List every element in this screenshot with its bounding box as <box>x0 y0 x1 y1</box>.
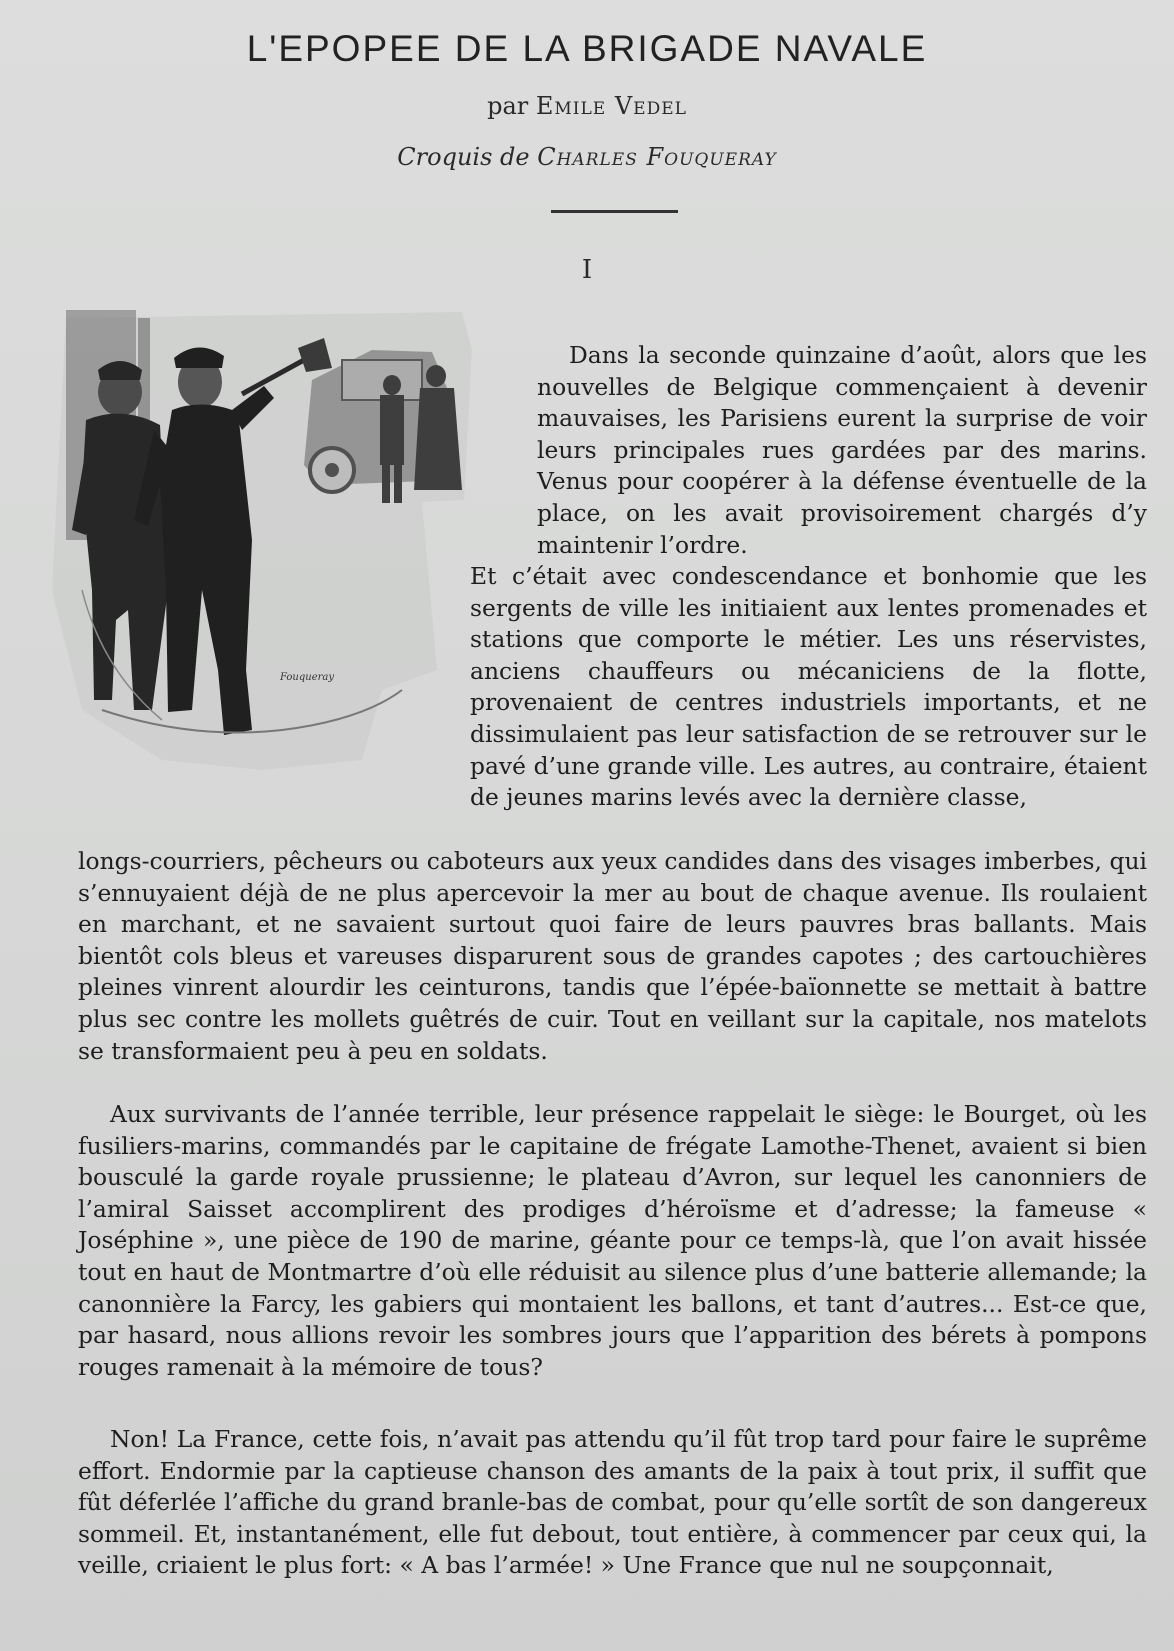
paragraph-1-middle: Et c’était avec condescendance et bonhomie que les sergents de ville les initiaient aux lentes promenades et stations que comporte le métier. Les uns réservistes, anciens chauffeurs ou mécaniciens de la flotte, provenaient de centres industriels importants, et ne dissimulaient pas leur satisfaction de se retrouver sur le pavé d’une grande ville. Les autres, au contraire, étaient de jeunes marins levés avec la dernière classe, <box>470 562 1147 812</box>
author-name: Emile Vedel <box>535 92 687 120</box>
sailors-bugler-sketch-icon <box>42 290 502 810</box>
byline-prefix: par <box>487 92 529 120</box>
paragraph-1-top: Dans la seconde quinzaine d’août, alors que les nouvelles de Belgique commençaient à devenir mauvaises, les Parisiens eurent la surprise de voir leurs principales rues gardées par des marins. Venus pour coopérer à la défense éventuelle de la place, on les avait provisoirement chargés d’y maintenir l’ordre. <box>537 341 1147 559</box>
paragraph-3: Non! La France, cette fois, n’avait pas attendu qu’il fût trop tard pour faire le suprême effort. Endormie par la captieuse chanson des amants de la paix à tout prix, il suffit que fût déferlée l’affiche du grand branle-bas de combat, pour qu’elle sortît de son dangereux sommeil. Et, instantanément, elle fut debout, tout entière, à commencer par ceux qui, la veille, criaient le plus fort: « A bas l’armée! » Une France que nul ne soupçonnait, <box>78 1425 1147 1580</box>
section-number: I <box>581 255 593 285</box>
author-byline <box>0 92 1174 120</box>
paragraph-2: Aux survivants de l’année terrible, leur présence rappelait le siège: le Bourget, où les fusiliers-marins, commandés par le capitaine de frégate Lamothe-Thenet, avaient si bien bousculé la garde royale prussienne; le plateau d’Avron, sur lequel les canonniers de l’amiral Saisset accomplirent des prodiges d’héroïsme et d’adresse; la fameuse « Joséphine », une pièce de 190 de marine, géante pour ce temps-là, que l’on avait hissée tout en haut de Montmartre d’où elle réduisit au silence plus d’une batterie allemande; la canonnière la Farcy, les gabiers qui montaient les ballons, et tant d’autres... Est-ce que, par hasard, nous allions revoir les sombres jours que l’apparition des bérets à pompons rouges ramenait à la mémoire de tous? <box>78 1100 1147 1381</box>
illustrator-credit <box>0 143 1174 171</box>
article-title: L'EPOPEE DE LA BRIGADE NAVALE <box>246 28 928 69</box>
illustration-signature: Fouqueray <box>280 672 335 683</box>
paragraph-1-bottom: longs-courriers, pêcheurs ou caboteurs aux yeux candides dans des visages imberbes, qui s’ennuyaient déjà de ne plus apercevoir la mer au bout de chaque avenue. Ils roulaient en marchant, et ne savaient surtout quoi faire de leurs pauvres bras ballants. Mais bientôt cols bleus et vareuses disparurent sous de grandes capotes ; des cartouchières pleines vinrent alourdir les ceinturons, tandis que l’épée-baïonnette se mettait à battre plus sec contre les mollets guêtrés de cuir. Tout en veillant sur la capitale, nos matelots se transformaient peu à peu en soldats. <box>78 847 1147 1065</box>
credit-prefix: Croquis de <box>397 143 530 171</box>
illustrator-name: Charles Fouqueray <box>537 143 777 171</box>
title-divider <box>551 210 678 213</box>
